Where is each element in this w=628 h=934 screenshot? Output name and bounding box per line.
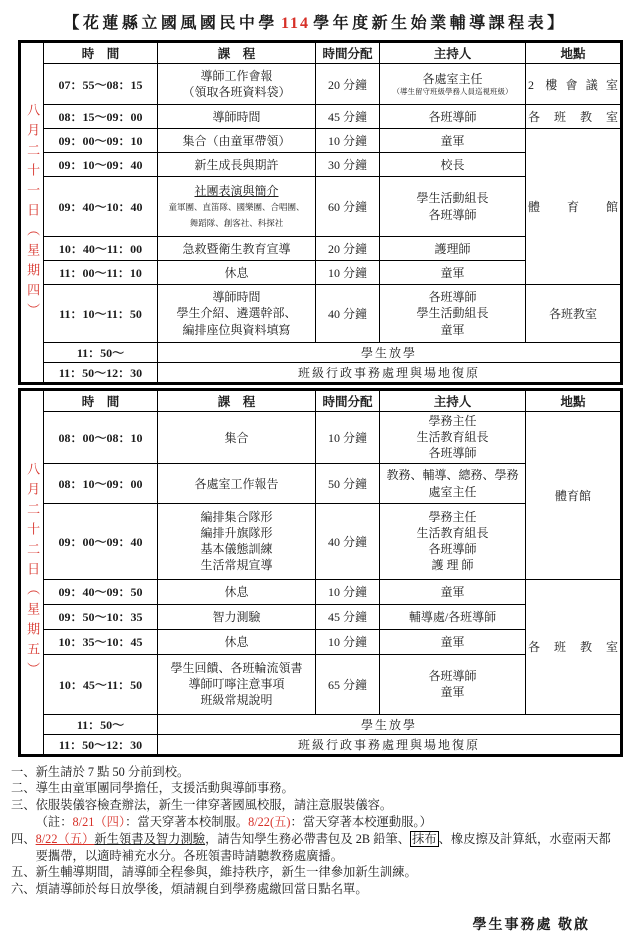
cell-course: 導師時間 bbox=[158, 105, 316, 129]
cell-location-gym: 體育館 bbox=[526, 129, 622, 285]
dismiss-label: 學生放學 bbox=[158, 714, 622, 734]
note-3-sub-text-2: ：當天穿著本校運動服。） bbox=[290, 814, 432, 829]
cell-time: 09：50～10：35 bbox=[44, 604, 158, 629]
cell-host: 各處室主任 （導生留守班級學務人員巡視班級） bbox=[380, 64, 526, 105]
note-5: 五、新生輔導期間，請導師全程參與，維持秩序，新生一律參加新生訓練。 bbox=[11, 865, 417, 880]
signature: 學生事務處 敬啟 bbox=[472, 917, 590, 933]
col-header-course: 課 程 bbox=[158, 42, 316, 64]
header-row bbox=[20, 390, 622, 412]
document-title bbox=[8, 10, 622, 33]
cell-duration: 20 分鐘 bbox=[316, 64, 380, 105]
cell-time: 09：40～09：50 bbox=[44, 579, 158, 604]
cell-time: 08：10～09：00 bbox=[44, 463, 158, 503]
note-4-boxed-word: 抹布 bbox=[412, 831, 437, 846]
cleanup-label: 班級行政事務處理與場地復原 bbox=[158, 734, 622, 755]
cell-location-gym: 體育館 bbox=[526, 412, 622, 580]
cell-duration: 30 分鐘 bbox=[316, 153, 380, 177]
cell-time: 09：00～09：10 bbox=[44, 129, 158, 153]
dismiss-row bbox=[20, 714, 622, 734]
cell-course: 休息 bbox=[158, 261, 316, 285]
cell-course: 學生回饋、各班輪流領書 導師叮嚀注意事項 班級常規說明 bbox=[158, 654, 316, 714]
cell-course: 急救暨衛生教育宣導 bbox=[158, 237, 316, 261]
cell-duration: 10 分鐘 bbox=[316, 129, 380, 153]
cell-location: 各班教室 bbox=[526, 105, 622, 129]
cell-time: 11：50～ bbox=[44, 714, 158, 734]
header-row bbox=[20, 42, 622, 64]
col-header-host: 主持人 bbox=[380, 42, 526, 64]
note-3-sub bbox=[36, 814, 620, 831]
cell-duration: 50 分鐘 bbox=[316, 463, 380, 503]
cell-host: 童軍 bbox=[380, 261, 526, 285]
cleanup-row bbox=[20, 734, 622, 755]
cell-duration: 40 分鐘 bbox=[316, 285, 380, 343]
cell-host: 校長 bbox=[380, 153, 526, 177]
cell-course: 導師時間 學生介紹、遴選幹部、 編排座位與資料填寫 bbox=[158, 285, 316, 343]
cell-time: 11：50～12：30 bbox=[44, 363, 158, 384]
cell-time: 07：55～08：15 bbox=[44, 64, 158, 105]
cell-host: 護理師 bbox=[380, 237, 526, 261]
col-header-duration: 時間分配 bbox=[316, 390, 380, 412]
cell-host: 童軍 bbox=[380, 579, 526, 604]
dismiss-row bbox=[20, 343, 622, 363]
col-header-time: 時 間 bbox=[44, 42, 158, 64]
cell-course: 社團表演與簡介 童軍團、直笛隊、國樂團、合唱團、 舞蹈隊、創客社、科探社 bbox=[158, 177, 316, 237]
date-label-aug22: 八月二十二日（星期五） bbox=[25, 462, 41, 683]
cell-host: 童軍 bbox=[380, 629, 526, 654]
cell-course: 編排集合隊形 編排升旗隊形 基本儀態訓練 生活常規宣導 bbox=[158, 503, 316, 579]
cell-host: 學務主任 生活教育組長 各班導師 bbox=[380, 412, 526, 464]
schedule-table-aug21 bbox=[18, 40, 623, 385]
date-cell-aug22 bbox=[20, 390, 44, 756]
cell-duration: 10 分鐘 bbox=[316, 412, 380, 464]
note-1: 一、新生請於 7 點 50 分前到校。 bbox=[11, 764, 190, 779]
table-row bbox=[20, 412, 622, 464]
cell-course: 新生成長與期許 bbox=[158, 153, 316, 177]
cell-time: 11：10～11：50 bbox=[44, 285, 158, 343]
cell-time: 11：00～11：10 bbox=[44, 261, 158, 285]
cell-course: 智力測驗 bbox=[158, 604, 316, 629]
note-4-date: 8/22（五） bbox=[35, 831, 95, 846]
cell-duration: 60 分鐘 bbox=[316, 177, 380, 237]
cell-location-classrooms: 各班教室 bbox=[526, 579, 622, 714]
notes-section bbox=[11, 764, 620, 898]
table-row bbox=[20, 285, 622, 343]
note-3-sub-date-2: 8/22(五) bbox=[248, 814, 291, 829]
cell-host: 輔導處/各班導師 bbox=[380, 604, 526, 629]
cell-course: 休息 bbox=[158, 629, 316, 654]
title-prefix: 【花蓮縣立國風國民中學 bbox=[63, 15, 278, 32]
cell-duration: 45 分鐘 bbox=[316, 105, 380, 129]
cell-time: 11：50～12：30 bbox=[44, 734, 158, 755]
table-row bbox=[20, 64, 622, 105]
col-header-time: 時 間 bbox=[44, 390, 158, 412]
title-year-number: 114 bbox=[280, 15, 311, 32]
cell-time: 10：40～11：00 bbox=[44, 237, 158, 261]
col-header-host: 主持人 bbox=[380, 390, 526, 412]
cell-time: 08：00～08：10 bbox=[44, 412, 158, 464]
col-header-location: 地點 bbox=[526, 390, 622, 412]
cell-duration: 20 分鐘 bbox=[316, 237, 380, 261]
cell-time: 09：10～09：40 bbox=[44, 153, 158, 177]
date-cell-aug21 bbox=[20, 42, 44, 384]
cell-time: 11：50～ bbox=[44, 343, 158, 363]
cell-host: 各班導師 學生活動組長 童軍 bbox=[380, 285, 526, 343]
cell-host: 學務主任 生活教育組長 各班導師 護 理 師 bbox=[380, 503, 526, 579]
cell-course: 集合 bbox=[158, 412, 316, 464]
cell-host: 童軍 bbox=[380, 129, 526, 153]
note-6: 六、煩請導師於每日放學後，煩請親自到學務處繳回當日點名單。 bbox=[11, 882, 368, 897]
cell-location: 各班教室 bbox=[526, 285, 622, 343]
cell-time: 09：00～09：40 bbox=[44, 503, 158, 579]
schedule-table-aug22 bbox=[18, 388, 623, 757]
col-header-location: 地點 bbox=[526, 42, 622, 64]
cleanup-label: 班級行政事務處理與場地復原 bbox=[158, 363, 622, 384]
cell-duration: 65 分鐘 bbox=[316, 654, 380, 714]
cell-time: 10：35～10：45 bbox=[44, 629, 158, 654]
col-header-duration: 時間分配 bbox=[316, 42, 380, 64]
cell-course: 休息 bbox=[158, 579, 316, 604]
cell-duration: 10 分鐘 bbox=[316, 629, 380, 654]
cell-duration: 10 分鐘 bbox=[316, 261, 380, 285]
dismiss-label: 學生放學 bbox=[158, 343, 622, 363]
cell-duration: 40 分鐘 bbox=[316, 503, 380, 579]
note-3-sub-date-1: 8/21（四） bbox=[72, 814, 126, 829]
cell-time: 09：40～10：40 bbox=[44, 177, 158, 237]
cell-host: 各班導師 童軍 bbox=[380, 654, 526, 714]
cell-course: 導師工作會報 （領取各班資料袋） bbox=[158, 64, 316, 105]
cell-host: 教務、輔導、總務、學務處室主任 bbox=[380, 463, 526, 503]
cell-time: 08：15～09：00 bbox=[44, 105, 158, 129]
table-row bbox=[20, 105, 622, 129]
note-3-sub-text-1: ：當天穿著本校制服。 bbox=[125, 814, 249, 829]
note-4-underlined: 新生領書及智力測驗 bbox=[94, 831, 206, 846]
cell-course: 集合（由童軍帶領） bbox=[158, 129, 316, 153]
cell-course: 各處室工作報告 bbox=[158, 463, 316, 503]
col-header-course: 課 程 bbox=[158, 390, 316, 412]
note-3: 三、依服裝儀容檢查辦法，新生一律穿著國風校服，請注意服裝儀容。 bbox=[11, 798, 393, 813]
note-4-tail: 、橡皮擦及計算紙，水壺兩天都要攜帶，以適時補充水分。各班領書時請聽教務處廣播。 bbox=[35, 831, 611, 863]
cell-duration: 45 分鐘 bbox=[316, 604, 380, 629]
cell-host: 各班導師 bbox=[380, 105, 526, 129]
note-4-number: 四、 bbox=[11, 831, 36, 846]
cleanup-row bbox=[20, 363, 622, 384]
cell-host: 學生活動組長 各班導師 bbox=[380, 177, 526, 237]
note-4-text: ，請告知學生務必帶書包及 2B 鉛筆、 bbox=[205, 831, 411, 846]
table-row bbox=[20, 129, 622, 153]
cell-time: 10：45～11：50 bbox=[44, 654, 158, 714]
table-row bbox=[20, 579, 622, 604]
note-4 bbox=[11, 831, 620, 865]
note-2: 二、導生由童軍團同學擔任，支援活動與導師事務。 bbox=[11, 781, 294, 796]
note-3-sub-prefix: （註： bbox=[35, 814, 73, 829]
date-label-aug21: 八月二十一日（星期四） bbox=[25, 102, 41, 323]
title-suffix: 學年度新生始業輔導課程表】 bbox=[313, 15, 567, 32]
cell-duration: 10 分鐘 bbox=[316, 579, 380, 604]
cell-location: 2 樓會議室 bbox=[526, 64, 622, 105]
